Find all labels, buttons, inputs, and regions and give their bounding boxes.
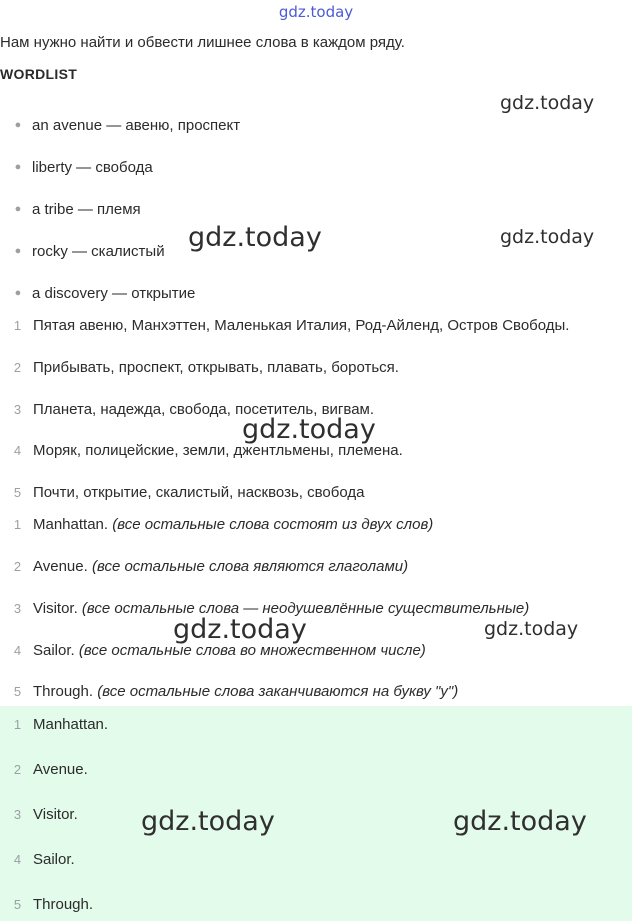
answer-row — [0, 758, 88, 780]
row-text: Почти, открытие, скалистый, насквозь, свобода — [33, 483, 365, 501]
explanation-row — [0, 639, 426, 661]
wordlist-item — [0, 282, 195, 304]
explanation-note: (все остальные слова — неодушевлённые существительные) — [81, 599, 530, 617]
wordlist-text: liberty — свобода — [32, 158, 153, 176]
explanation-row — [0, 513, 433, 535]
task-row — [0, 356, 399, 378]
wordlist-item — [0, 198, 141, 220]
watermark: gdz.today — [484, 618, 579, 640]
row-number: 1 — [13, 317, 22, 333]
row-text: Прибывать, проспект, открывать, плавать, бороться. — [33, 358, 399, 376]
row-text: Планета, надежда, свобода, посетитель, вигвам. — [33, 400, 375, 418]
row-number: 2 — [13, 558, 22, 574]
row-number: 1 — [13, 516, 22, 532]
answer-row — [0, 713, 108, 735]
row-number: 5 — [13, 896, 22, 912]
row-number: 4 — [13, 851, 22, 867]
explanation-note: (все остальные слова состоят из двух слов) — [112, 515, 434, 533]
watermark: gdz.today — [500, 92, 595, 114]
answer-row — [0, 848, 75, 870]
explanation-row — [0, 597, 529, 619]
row-text: Пятая авеню, Манхэттен, Маленькая Италия, Род-Айленд, Остров Свободы. — [33, 316, 570, 334]
explanation-note: (все остальные слова заканчиваются на букву "у") — [97, 682, 459, 700]
answer-row — [0, 893, 93, 915]
wordlist-text: an avenue — авеню, проспект — [32, 116, 241, 134]
answer-word: Avenue. — [33, 557, 88, 575]
wordlist-item — [0, 156, 153, 178]
wordlist-text: a discovery — открытие — [32, 284, 196, 302]
answer-text: Sailor. — [33, 850, 75, 868]
bullet-icon: ● — [14, 245, 22, 257]
row-number: 4 — [13, 642, 22, 658]
explanation-row — [0, 555, 408, 577]
task-row — [0, 481, 364, 503]
watermark: gdz.today — [141, 806, 275, 837]
watermark: gdz.today — [173, 614, 307, 645]
watermark: gdz.today — [188, 222, 322, 253]
answer-text: Manhattan. — [33, 715, 109, 733]
row-number: 5 — [13, 484, 22, 500]
wordlist-item — [0, 240, 165, 262]
answer-text: Visitor. — [33, 805, 78, 823]
row-number: 2 — [13, 359, 22, 375]
wordlist-text: a tribe — племя — [32, 200, 141, 218]
row-text: Моряк, полицейские, земли, джентльмены, племена. — [33, 441, 403, 459]
answer-text: Avenue. — [33, 760, 88, 778]
explanation-note: (все остальные слова во множественном числе) — [78, 641, 426, 659]
bullet-icon: ● — [14, 287, 22, 299]
watermark: gdz.today — [500, 226, 595, 248]
wordlist-text: rocky — скалистый — [32, 242, 165, 260]
bullet-icon: ● — [14, 119, 22, 131]
row-number: 2 — [13, 761, 22, 777]
bullet-icon: ● — [14, 161, 22, 173]
row-number: 1 — [13, 716, 22, 732]
task-row — [0, 439, 403, 461]
task-row — [0, 398, 374, 420]
answer-word: Sailor. — [33, 641, 75, 659]
answer-word: Manhattan. — [33, 515, 109, 533]
wordlist-item — [0, 114, 240, 136]
row-number: 5 — [13, 683, 22, 699]
answer-word: Visitor. — [33, 599, 78, 617]
site-logo[interactable]: gdz.today — [278, 3, 354, 21]
wordlist-heading: WORDLIST — [0, 66, 78, 82]
answer-text: Through. — [33, 895, 94, 913]
watermark: gdz.today — [453, 806, 587, 837]
explanation-row — [0, 680, 458, 702]
task-row — [0, 314, 569, 336]
row-number: 3 — [13, 806, 22, 822]
row-number: 4 — [13, 442, 22, 458]
answer-word: Through. — [33, 682, 94, 700]
row-number: 3 — [13, 401, 22, 417]
explanation-note: (все остальные слова являются глаголами) — [91, 557, 409, 575]
bullet-icon: ● — [14, 203, 22, 215]
answers-panel — [0, 706, 632, 921]
intro-text: Нам нужно найти и обвести лишнее слова в каждом ряду. — [0, 34, 405, 51]
answer-row — [0, 803, 78, 825]
row-number: 3 — [13, 600, 22, 616]
watermark: gdz.today — [242, 414, 376, 445]
